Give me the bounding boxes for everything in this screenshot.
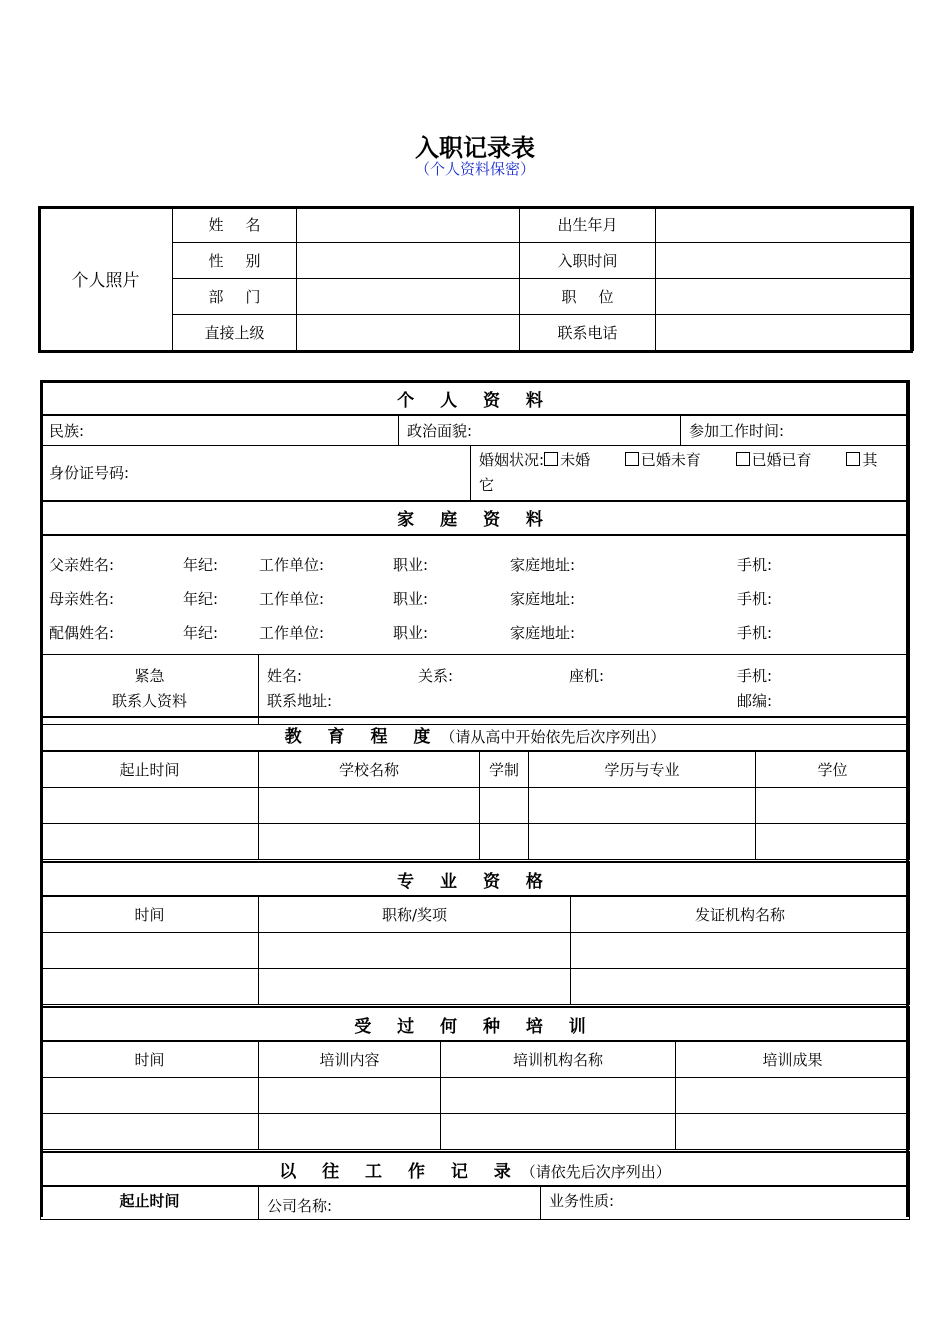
education-note: （请从高中开始依先后次序列出） [440, 727, 666, 746]
mother-job: 职业: [393, 589, 429, 608]
position-label: 职位 [520, 279, 656, 315]
train-col-time: 时间 [41, 1041, 259, 1078]
position-field[interactable] [656, 279, 914, 315]
checkbox-unmarried[interactable] [544, 452, 558, 466]
qual-col-title: 职称/奖项 [259, 896, 571, 933]
train-col-content: 培训内容 [259, 1041, 441, 1078]
option-unmarried: 未婚 [560, 450, 591, 469]
section-education [41, 717, 910, 751]
department-field[interactable] [297, 279, 520, 315]
train-cell[interactable] [441, 1114, 676, 1150]
mother-age: 年纪: [183, 589, 219, 608]
section-family: 家 庭 资 料 [41, 501, 910, 535]
qual-cell[interactable] [571, 933, 910, 969]
checkbox-married-with-child[interactable] [736, 452, 750, 466]
table-row [41, 969, 910, 1005]
spouse-name: 配偶姓名: [49, 623, 115, 642]
section-personal: 个 人 资 料 [41, 381, 910, 415]
table-row [41, 824, 910, 860]
mother-mobile: 手机: [737, 589, 773, 608]
name-label: 姓名 [173, 207, 297, 243]
spouse-mobile: 手机: [737, 623, 773, 642]
work-title: 以 往 工 作 记 录 [279, 1161, 521, 1182]
em-landline: 座机: [569, 667, 605, 685]
train-cell[interactable] [41, 1114, 259, 1150]
em-postcode: 邮编: [737, 692, 773, 710]
education-title: 教 育 程 度 [284, 726, 441, 747]
emergency-label-cell [41, 654, 259, 724]
option-other-wrap: 它 [479, 475, 495, 494]
train-cell[interactable] [259, 1078, 441, 1114]
phone-field[interactable] [656, 315, 914, 351]
edu-col-period: 起止时间 [41, 751, 259, 788]
ethnicity-field[interactable]: 民族: [41, 415, 399, 445]
qual-col-issuer: 发证机构名称 [571, 896, 910, 933]
father-age: 年纪: [183, 555, 219, 574]
checkbox-other[interactable] [846, 452, 860, 466]
father-employer: 工作单位: [259, 555, 325, 574]
edu-cell[interactable] [259, 788, 480, 824]
father-mobile: 手机: [737, 555, 773, 574]
train-cell[interactable] [676, 1078, 910, 1114]
table-row [41, 933, 910, 969]
mother-employer: 工作单位: [259, 589, 325, 608]
page-subtitle: （个人资料保密） [414, 160, 535, 178]
work-history-table [40, 1151, 910, 1220]
edu-cell[interactable] [756, 824, 910, 860]
spouse-employer: 工作单位: [259, 623, 325, 642]
em-address: 联系地址: [267, 692, 333, 710]
department-label: 部门 [173, 279, 297, 315]
train-cell[interactable] [441, 1078, 676, 1114]
mother-name: 母亲姓名: [49, 589, 115, 608]
edu-col-school: 学校名称 [259, 751, 480, 788]
table-row [41, 1078, 910, 1114]
main-form-table [40, 380, 910, 725]
option-married-no-child: 已婚未育 [640, 450, 701, 469]
edu-cell[interactable] [480, 824, 529, 860]
father-row[interactable] [41, 546, 909, 580]
qual-cell[interactable] [41, 969, 259, 1005]
edu-col-degree: 学位 [756, 751, 910, 788]
work-note: （请依先后次序列出） [520, 1162, 671, 1181]
mother-address: 家庭地址: [510, 589, 576, 608]
work-company[interactable]: 公司名称: [259, 1186, 541, 1219]
work-start-field[interactable]: 参加工作时间: [681, 415, 910, 445]
qual-cell[interactable] [571, 969, 910, 1005]
father-job: 职业: [393, 555, 429, 574]
em-name: 姓名: [267, 667, 303, 685]
emergency-label-2: 联系人资料 [111, 692, 187, 710]
edu-cell[interactable] [41, 824, 259, 860]
qualification-table [40, 861, 910, 1005]
family-members [41, 535, 910, 655]
edu-col-length: 学制 [480, 751, 529, 788]
option-other: 其 [862, 450, 878, 469]
supervisor-label: 直接上级 [173, 315, 297, 351]
father-name: 父亲姓名: [49, 555, 115, 574]
qual-cell[interactable] [259, 933, 571, 969]
spouse-job: 职业: [393, 623, 429, 642]
page-title: 入职记录表 [415, 134, 535, 162]
spouse-row[interactable] [41, 614, 909, 648]
basic-info-table [38, 206, 914, 351]
emergency-label-1: 紧急 [134, 667, 165, 685]
gender-field[interactable] [297, 243, 520, 279]
gender-label: 性别 [173, 243, 297, 279]
supervisor-field[interactable] [297, 315, 520, 351]
edu-cell[interactable] [529, 824, 756, 860]
name-field[interactable] [297, 207, 520, 243]
mother-row[interactable] [41, 580, 909, 614]
checkbox-married-no-child[interactable] [625, 452, 639, 466]
education-table [40, 716, 910, 860]
birth-label: 出生年月 [520, 207, 656, 243]
phone-label: 联系电话 [520, 315, 656, 351]
entry-date-field[interactable] [656, 243, 914, 279]
edu-col-major: 学历与专业 [529, 751, 756, 788]
train-cell[interactable] [41, 1078, 259, 1114]
emergency-contact[interactable] [259, 654, 910, 724]
edu-cell[interactable] [529, 788, 756, 824]
entry-date-label: 入职时间 [520, 243, 656, 279]
spouse-age: 年纪: [183, 623, 219, 642]
id-number-field[interactable]: 身份证号码: [41, 445, 471, 501]
politics-field[interactable]: 政治面貌: [399, 415, 681, 445]
edu-cell[interactable] [259, 824, 480, 860]
work-business[interactable]: 业务性质: [541, 1186, 910, 1219]
qual-cell[interactable] [41, 933, 259, 969]
train-cell[interactable] [676, 1114, 910, 1150]
em-relation: 关系: [418, 667, 454, 685]
section-training: 受 过 何 种 培 训 [41, 1007, 910, 1041]
em-mobile: 手机: [737, 667, 773, 685]
photo-cell[interactable]: 个人照片 [39, 207, 173, 351]
train-col-result: 培训成果 [676, 1041, 910, 1078]
birth-field[interactable] [656, 207, 914, 243]
training-table [40, 1006, 910, 1150]
qual-cell[interactable] [259, 969, 571, 1005]
work-period: 起止时间 [41, 1186, 259, 1219]
table-row [41, 1114, 910, 1150]
father-address: 家庭地址: [510, 555, 576, 574]
train-cell[interactable] [259, 1114, 441, 1150]
qual-col-time: 时间 [41, 896, 259, 933]
edu-cell[interactable] [41, 788, 259, 824]
option-married-with-child: 已婚已育 [751, 450, 812, 469]
section-work [41, 1152, 910, 1186]
spouse-address: 家庭地址: [510, 623, 576, 642]
train-col-institution: 培训机构名称 [441, 1041, 676, 1078]
section-qualification: 专 业 资 格 [41, 862, 910, 896]
table-row [41, 788, 910, 824]
edu-cell[interactable] [480, 788, 529, 824]
edu-cell[interactable] [756, 788, 910, 824]
marital-label: 婚姻状况: [479, 450, 545, 469]
marital-status [471, 445, 910, 501]
